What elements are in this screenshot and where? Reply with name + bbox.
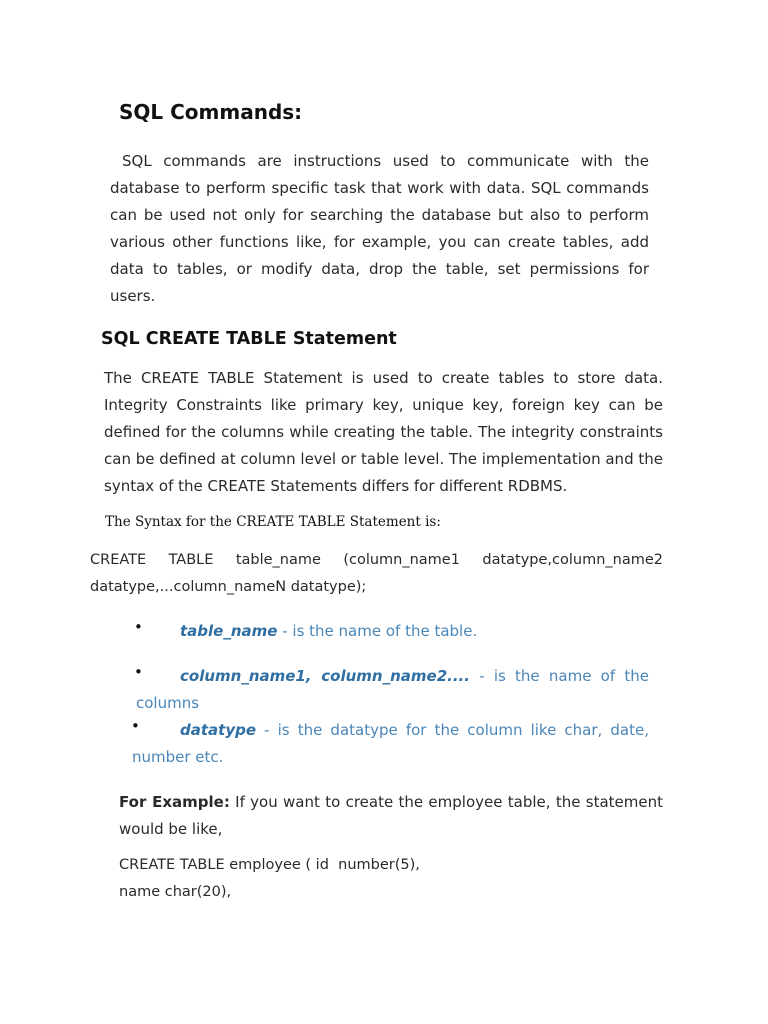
page-title: SQL Commands: [119,100,303,124]
bullet-marker: • [134,618,143,636]
bullet-term: datatype [180,721,257,739]
example-paragraph [119,789,663,843]
create-table-description: The CREATE TABLE Statement is used to create tables to store data. Integrity Constraints like primary key, unique key, foreign key can be defined for the columns while creating the table. The integrity constraints can be defined at column level or table level. The implementation and the syntax of the CREATE Statements differs for different RDBMS. [104,369,663,495]
example-lead: For Example: [119,793,230,811]
code-line: name char(20), [119,884,232,900]
syntax-caption: The Syntax for the CREATE TABLE Statement is: [105,514,441,530]
bullet-term: column_name1, column_name2.... [180,667,470,685]
bullet-item-datatype [132,717,649,771]
bullet-description: - is the name of the columns [136,667,649,712]
intro-paragraph: SQL commands are instructions used to communicate with the database to perform specific task that work with data. SQL commands can be used not only for searching the database but also to perform various other functions like, for example, you can create tables, add data to tables, or modify data, drop the table, set permissions for users. [110,152,649,305]
example-text: If you want to create the employee table, the statement would be like, [119,793,663,838]
syntax-code: CREATE TABLE table_name (column_name1 datatype,column_name2 datatype,...column_nameN datatype); [90,552,663,595]
code-line: CREATE TABLE employee ( id number(5), [119,857,420,873]
bullet-item-column-names [136,663,649,717]
bullet-description: - is the name of the table. [277,622,478,640]
bullet-term: table_name [180,622,278,640]
bullet-description: - is the datatype for the column like char, date, number etc. [132,721,649,766]
bullet-marker: • [131,717,140,735]
section-heading: SQL CREATE TABLE Statement [101,329,397,349]
bullet-marker: • [134,663,143,681]
bullet-item-table-name [180,618,650,645]
